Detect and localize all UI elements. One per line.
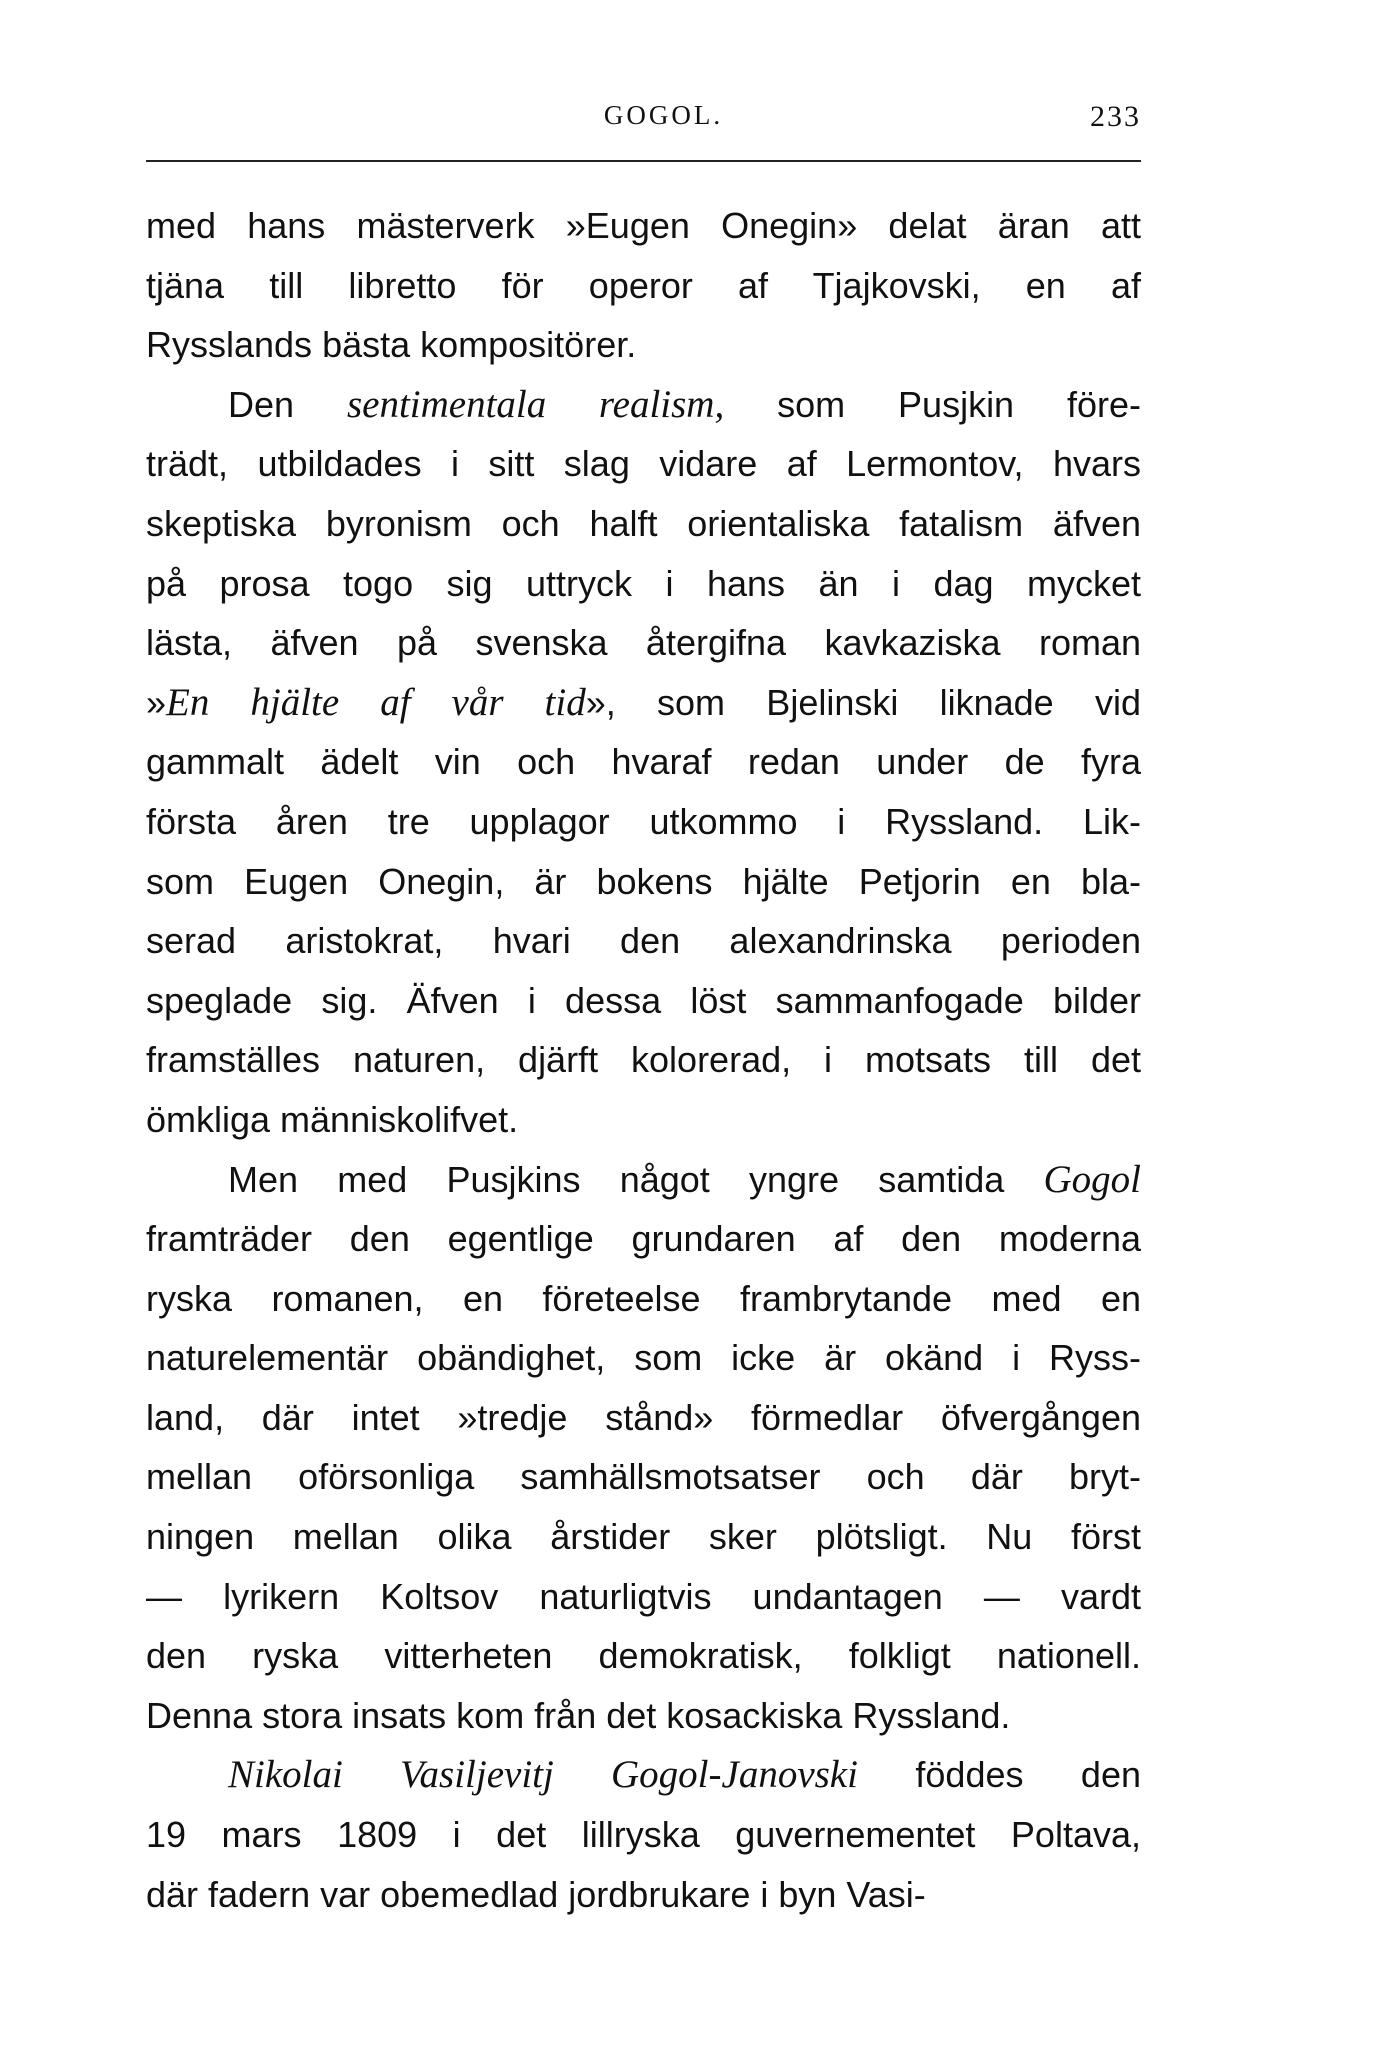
text-line: framträder den egentlige grundaren af den moderna (146, 1218, 1141, 1260)
text-line: Denna stora insats kom från det kosackiska Ryssland. (146, 1694, 1011, 1736)
text-line: ryska romanen, en företeelse frambrytande med en (146, 1277, 1141, 1319)
text-line: Nikolai Vasiljevitj Gogol-Janovski föddes den (228, 1753, 1141, 1797)
text-line: land, där intet »tredje stånd» förmedlar öfvergången (146, 1396, 1141, 1438)
text-line: ömkliga människolifvet. (146, 1098, 519, 1140)
text-line: Den sentimentala realism, som Pusjkin före- (228, 382, 1142, 426)
header-rule (146, 160, 1141, 162)
text-line: speglade sig. Äfven i dessa löst sammanfogade bilder (146, 979, 1141, 1021)
text-line: tjäna till libretto för operor af Tjajkovski, en af (146, 264, 1141, 306)
text-line: trädt, utbildades i sitt slag vidare af Lermontov, hvars (146, 443, 1141, 485)
text-line: skeptiska byronism och halft orientaliska fatalism äfven (146, 502, 1141, 544)
text-line: Men med Pusjkins något yngre samtida Gogol (228, 1157, 1141, 1201)
text-line: som Eugen Onegin, är bokens hjälte Petjorin en bla- (146, 860, 1141, 902)
text-line: ningen mellan olika årstider sker plötsligt. Nu först (146, 1516, 1141, 1558)
text-line: »En hjälte af vår tid», som Bjelinski liknade vid (146, 680, 1141, 724)
body-text (146, 196, 1141, 1924)
text-line: framställes naturen, djärft kolorerad, i motsats till det (146, 1039, 1141, 1081)
running-head (146, 100, 1141, 140)
page-number: 233 (1090, 100, 1141, 133)
text-line: första åren tre upplagor utkommo i Ryssland. Lik- (146, 800, 1141, 842)
text-line: mellan oförsonliga samhällsmotsatser och där bryt- (146, 1456, 1141, 1498)
text-line: naturelementär obändighet, som icke är okänd i Ryss- (146, 1337, 1141, 1379)
text-line: Rysslands bästa kompositörer. (146, 324, 637, 366)
text-line: på prosa togo sig uttryck i hans än i dag mycket (146, 562, 1141, 604)
text-line: den ryska vitterheten demokratisk, folkligt nationell. (146, 1635, 1141, 1677)
running-head-title: GOGOL. (603, 100, 724, 130)
text-line: serad aristokrat, hvari den alexandrinska perioden (146, 920, 1141, 962)
text-line: — lyrikern Koltsov naturligtvis undantagen — vardt (146, 1575, 1141, 1617)
text-line: lästa, äfven på svenska återgifna kavkaziska roman (146, 622, 1141, 664)
text-line: 19 mars 1809 i det lillryska guvernementet Poltava, (146, 1814, 1141, 1856)
text-line: gammalt ädelt vin och hvaraf redan under de fyra (146, 741, 1141, 783)
text-line: där fadern var obemedlad jordbrukare i byn Vasi- (146, 1873, 926, 1915)
text-line: med hans mästerverk »Eugen Onegin» delat äran att (146, 205, 1141, 246)
